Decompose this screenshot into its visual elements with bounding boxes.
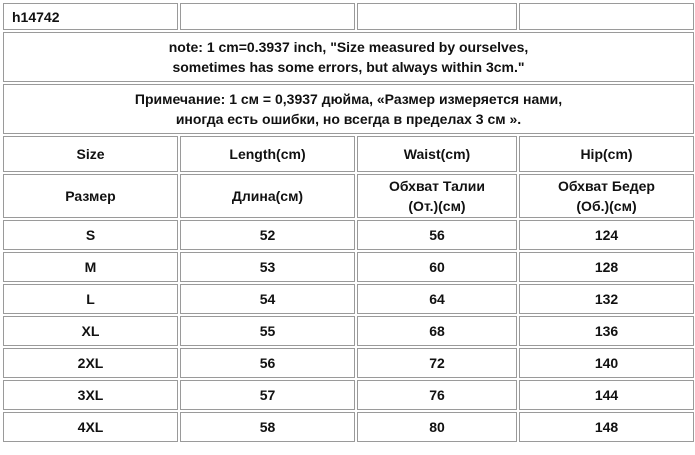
- size-cell: 2XL: [3, 348, 178, 378]
- table-row: [3, 348, 694, 378]
- hip-cell: 140: [519, 348, 694, 378]
- size-table: [1, 1, 695, 444]
- waist-cell: 56: [357, 220, 517, 250]
- header-size-ru-text: Размер: [65, 188, 116, 204]
- header-hip-ru-line1: Обхват Бедер: [557, 178, 655, 194]
- note-english: [3, 32, 694, 82]
- table-row: [3, 316, 694, 346]
- hip-cell: 144: [519, 380, 694, 410]
- header-length-ru-text: Длина(см): [231, 188, 304, 204]
- length-cell: 53: [180, 252, 355, 282]
- table-row: [3, 252, 694, 282]
- length-cell: 52: [180, 220, 355, 250]
- empty-cell: [519, 3, 694, 30]
- product-code: h14742: [3, 3, 178, 30]
- waist-cell: 64: [357, 284, 517, 314]
- header-hip-ru: [519, 174, 694, 218]
- length-cell: 58: [180, 412, 355, 442]
- waist-cell: 76: [357, 380, 517, 410]
- size-cell: XL: [3, 316, 178, 346]
- note-russian: [3, 84, 694, 134]
- note-russian-line1: Примечание: 1 см = 0,3937 дюйма, «Размер измеряется нами,: [134, 91, 563, 107]
- header-waist-ru-line2: (От.)(см): [408, 198, 466, 214]
- header-size: Size: [3, 136, 178, 172]
- size-cell: L: [3, 284, 178, 314]
- waist-cell: 80: [357, 412, 517, 442]
- waist-cell: 68: [357, 316, 517, 346]
- waist-cell: 72: [357, 348, 517, 378]
- length-cell: 57: [180, 380, 355, 410]
- length-cell: 55: [180, 316, 355, 346]
- header-row-ru: [3, 174, 694, 218]
- code-row: [3, 3, 694, 30]
- header-hip-ru-line2: (Об.)(см): [576, 198, 637, 214]
- note-en-row: [3, 32, 694, 82]
- header-size-ru: [3, 174, 178, 218]
- size-cell: 3XL: [3, 380, 178, 410]
- header-waist: Waist(cm): [357, 136, 517, 172]
- size-cell: S: [3, 220, 178, 250]
- size-cell: 4XL: [3, 412, 178, 442]
- header-hip: Hip(cm): [519, 136, 694, 172]
- size-chart: [1, 1, 694, 454]
- length-cell: 56: [180, 348, 355, 378]
- header-row-en: [3, 136, 694, 172]
- hip-cell: 136: [519, 316, 694, 346]
- note-russian-line2: иногда есть ошибки, но всегда в пределах 3 см ».: [175, 111, 522, 127]
- table-row: [3, 220, 694, 250]
- hip-cell: 148: [519, 412, 694, 442]
- table-row: [3, 412, 694, 442]
- empty-cell: [180, 3, 355, 30]
- empty-cell: [357, 3, 517, 30]
- note-english-line2: sometimes has some errors, but always within 3cm.": [172, 59, 525, 75]
- length-cell: 54: [180, 284, 355, 314]
- hip-cell: 128: [519, 252, 694, 282]
- header-waist-ru-line1: Обхват Талии: [388, 178, 486, 194]
- note-ru-row: [3, 84, 694, 134]
- table-row: [3, 380, 694, 410]
- note-english-line1: note: 1 cm=0.3937 inch, "Size measured by ourselves,: [168, 39, 529, 55]
- header-waist-ru: [357, 174, 517, 218]
- size-cell: M: [3, 252, 178, 282]
- header-length: Length(cm): [180, 136, 355, 172]
- hip-cell: 124: [519, 220, 694, 250]
- header-length-ru: [180, 174, 355, 218]
- hip-cell: 132: [519, 284, 694, 314]
- waist-cell: 60: [357, 252, 517, 282]
- table-row: [3, 284, 694, 314]
